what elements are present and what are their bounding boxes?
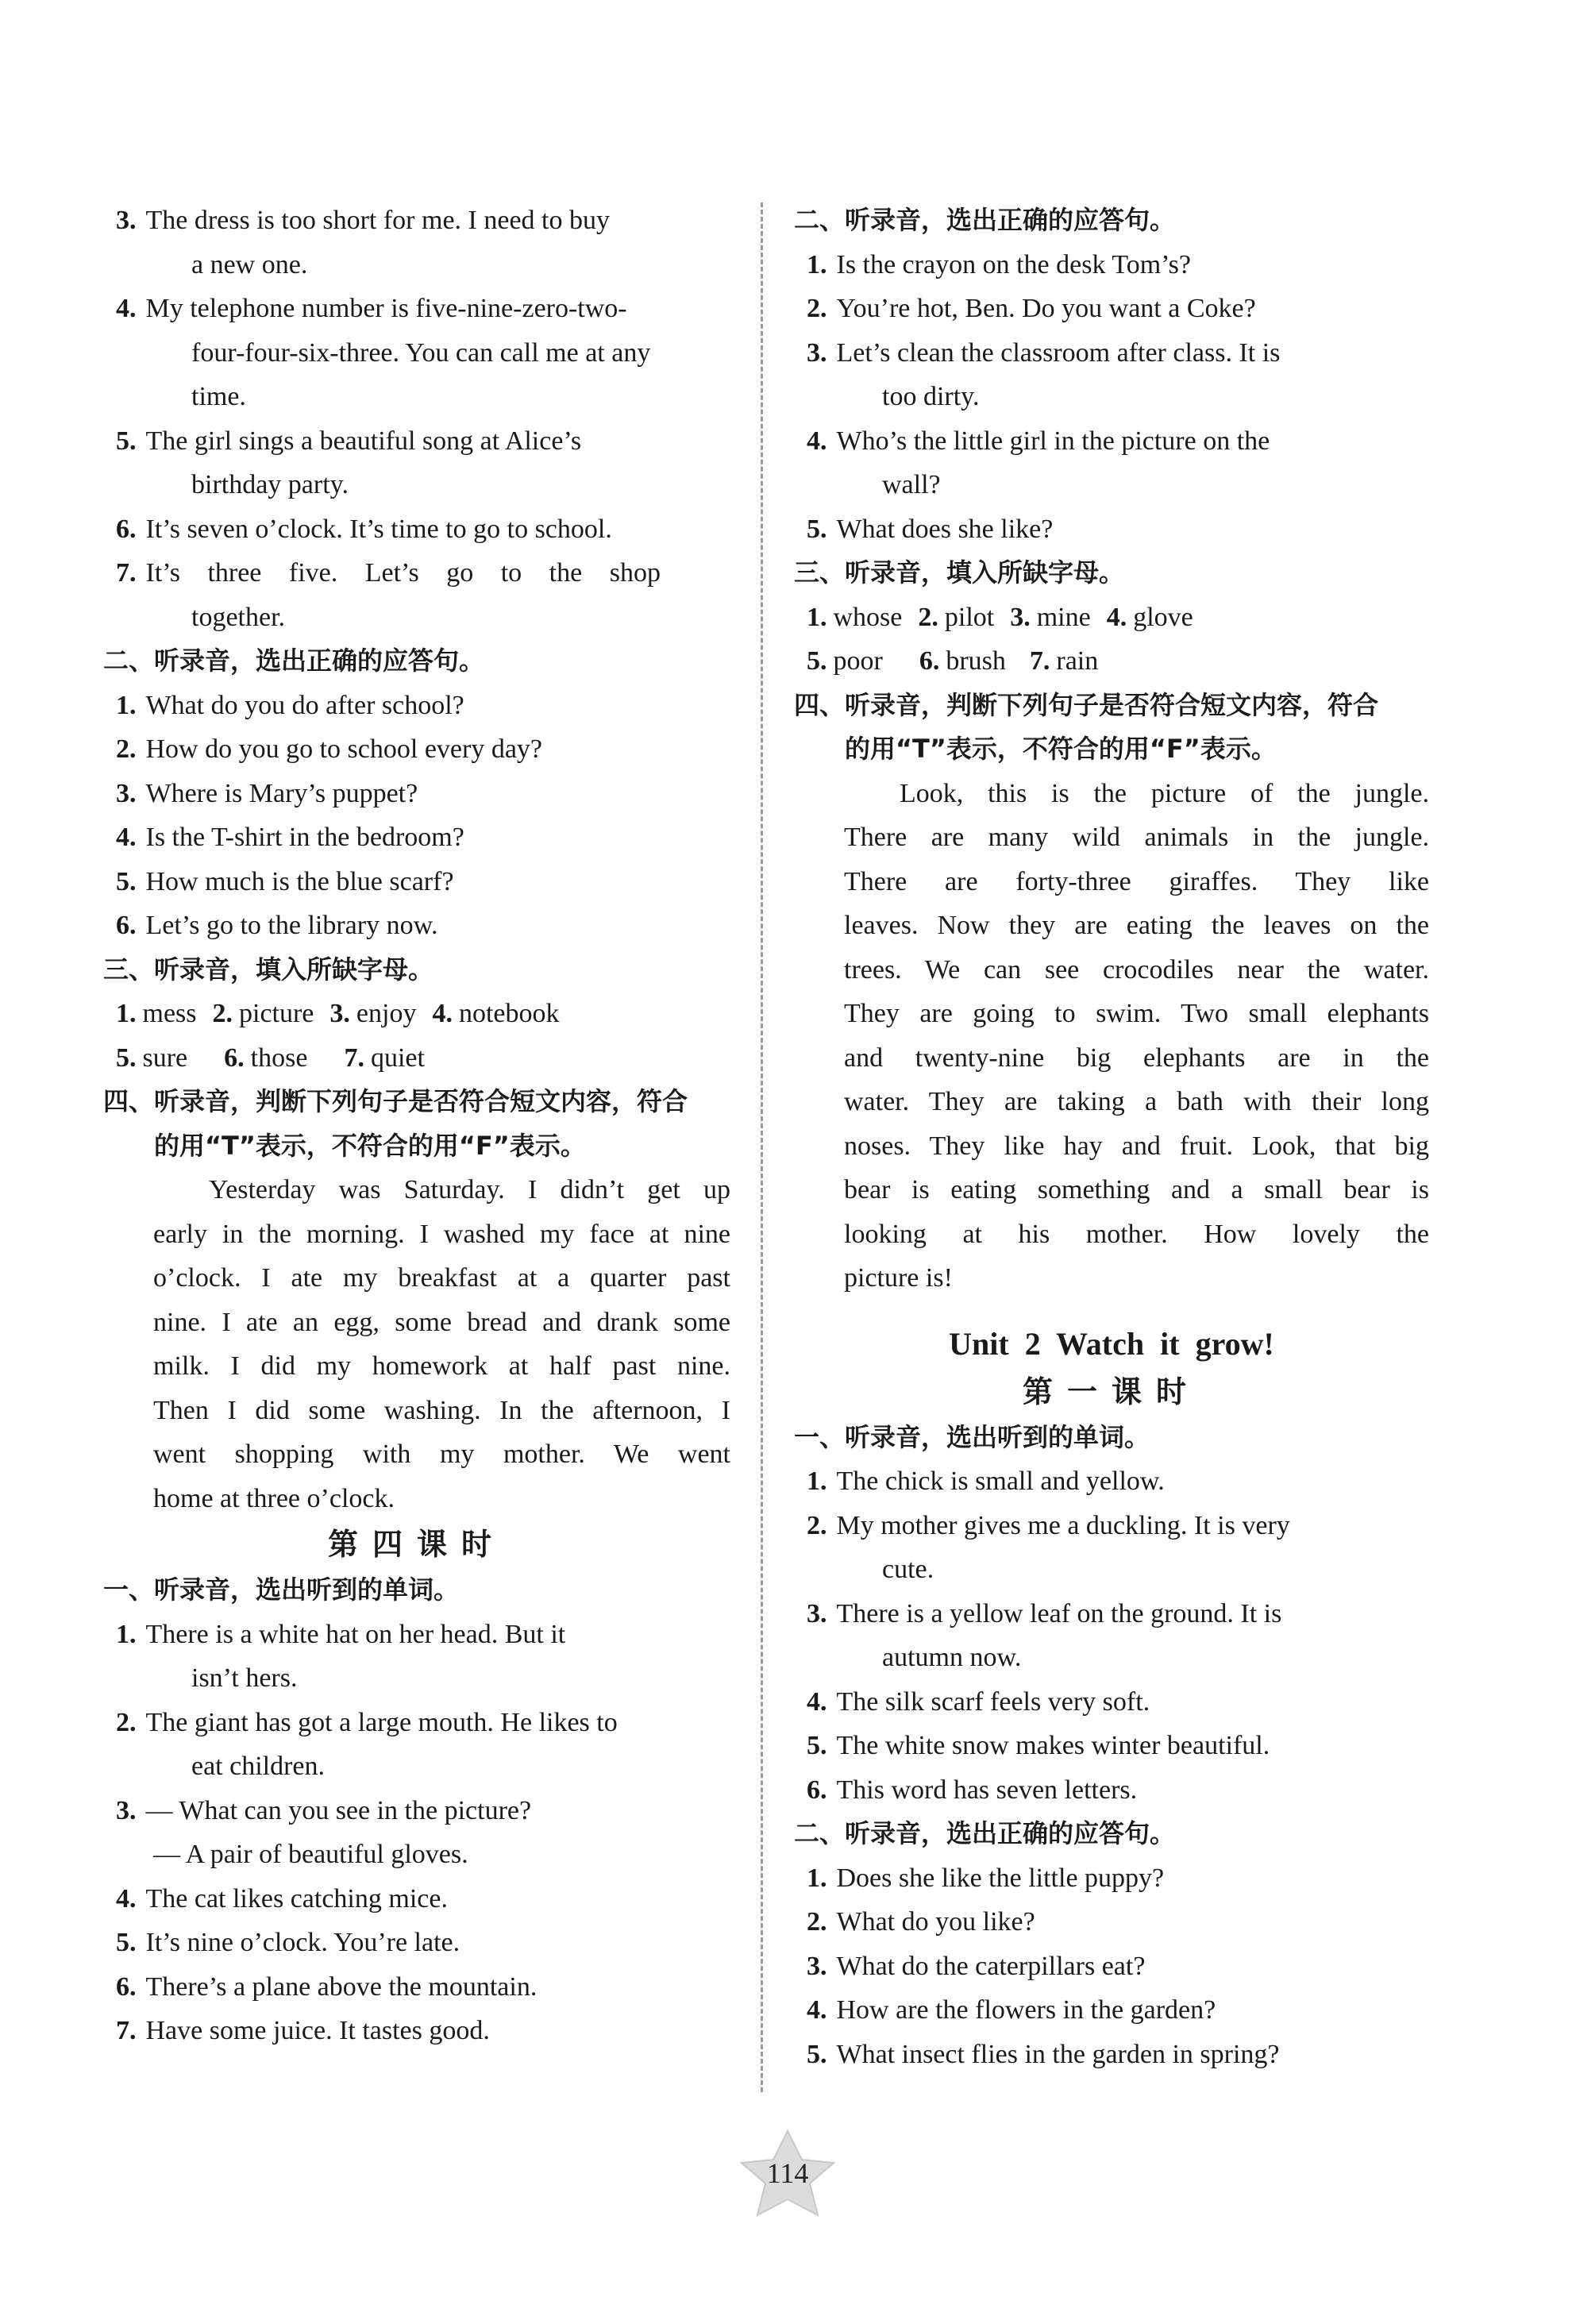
passage-line: bear is eating something and a small bear is [844,1175,1429,1204]
list-item: 5. What does she like? [807,514,1054,544]
unit2-section1-list [794,1459,1429,1812]
list-item: 5. What insect flies in the garden in spring? [807,2039,1280,2069]
list-item: 3. — What can you see in the picture? [116,1795,532,1825]
lesson-title: 第一课时 [1022,1374,1200,1409]
passage-line: water. They are taking a bath with their long [844,1087,1429,1116]
word-item: 7. quiet [344,1043,425,1073]
word-item: 2. picture [212,999,314,1028]
list-item-continued: wall? [882,470,941,499]
list-item: 1. Does she like the little puppy? [807,1863,1165,1893]
word-item: 4. notebook [432,999,560,1028]
word-item: 6. those [224,1043,308,1073]
list-item: 7. Have some juice. It tastes good. [116,2016,490,2045]
section-heading: 一、听录音，选出听到的单词。 [103,1574,460,1605]
word-item: 1. whose [807,602,903,632]
word-item: 4. glove [1106,602,1193,632]
lesson-title: 第四课时 [327,1527,506,1562]
list-item: 4. The cat likes catching mice. [116,1883,448,1914]
passage-line: nine. I ate an egg, some bread and drank some [153,1307,730,1337]
list-item: 6. Let’s go to the library now. [116,911,438,940]
list-item: 4. The silk scarf feels very soft. [807,1686,1150,1717]
list-item: 3. There is a yellow leaf on the ground. It is [807,1598,1282,1628]
passage-line: early in the morning. I washed my face at nine [153,1219,730,1249]
list-item: 1. What do you do after school? [116,690,464,720]
list-item: 3. Let’s clean the classroom after class. It is [807,337,1281,368]
word-item: 2. pilot [918,602,995,632]
passage-line: looking at his mother. How lovely the [844,1219,1429,1249]
list-item-continued: together. [191,602,286,632]
list-item: 3. Where is Mary’s puppet? [116,778,418,808]
list-item: 3. What do the caterpillars eat? [807,1951,1146,1981]
list-item-continued: eat children. [191,1752,326,1781]
column-divider [761,202,763,2092]
passage-line: Yesterday was Saturday. I didn’t get up [209,1175,730,1204]
word-item: 5. poor [807,646,883,676]
passage-line: and twenty-nine big elephants are in the [844,1043,1429,1073]
passage-line: milk. I did my homework at half past nine. [153,1351,730,1381]
section-heading: 三、听录音，填入所缺字母。 [103,954,434,985]
list-item-continued: a new one. [191,249,308,279]
list-item: 5. It’s nine o’clock. You’re late. [116,1928,460,1957]
section-heading: 四、听录音，判断下列句子是否符合短文内容，符合 [103,1086,688,1116]
unit2-section2-list [794,1856,1429,2077]
list-item-continued: autumn now. [882,1643,1022,1672]
list-item: 5. How much is the blue scarf? [116,866,454,896]
section-heading-continued: 的用“T”表示，不符合的用“F”表示。 [154,1130,586,1161]
list-item: 4. Who’s the little girl in the picture on the [807,426,1270,456]
list-item: 4. Is the T-shirt in the bedroom? [116,823,464,852]
lesson4-section1-list [103,1613,730,2053]
left-section2-list [103,684,730,948]
list-item: 5. The girl sings a beautiful song at Alice’s [116,426,582,456]
list-item-continued: isn’t hers. [191,1663,298,1693]
section-heading: 二、听录音，选出正确的应答句。 [794,1818,1176,1848]
passage-line: trees. We can see crocodiles near the water. [844,954,1429,985]
passage-line: Then I did some washing. In the afternoon, I [153,1395,730,1425]
section-heading: 二、听录音，选出正确的应答句。 [794,205,1176,235]
list-item: 5. The white snow makes winter beautiful. [807,1731,1270,1760]
list-item: 2. You’re hot, Ben. Do you want a Coke? [807,294,1256,323]
list-item: 7. It’s three five. Let’s go to the shop [116,558,661,588]
section-heading: 二、听录音，选出正确的应答句。 [103,646,485,676]
list-item: 3. The dress is too short for me. I need to buy [116,206,610,235]
word-item: 6. brush [919,646,1006,676]
word-item: 5. sure [116,1043,188,1073]
passage-line: leaves. Now they are eating the leaves on the [844,911,1429,940]
right-column [794,198,1429,2076]
passage-line: noses. They like hay and fruit. Look, that big [844,1131,1429,1161]
list-item: 2. The giant has got a large mouth. He likes to [116,1707,618,1737]
word-row [103,992,730,1036]
word-row [794,595,1429,640]
list-item: 6. There’s a plane above the mountain. [116,1971,538,2002]
passage-line: went shopping with my mother. We went [153,1439,730,1469]
list-item: 2. How do you go to school every day? [116,734,543,764]
word-item: 3. enjoy [329,999,417,1028]
passage-line: picture is! [844,1263,953,1293]
word-item: 3. mine [1010,602,1091,632]
right-section2-list [794,243,1429,552]
list-item-continued: time. [191,382,246,411]
list-item-continued: birthday party. [191,470,349,499]
list-item: 6. This word has seven letters. [807,1775,1138,1805]
section-heading: 四、听录音，判断下列句子是否符合短文内容，符合 [794,689,1379,720]
unit-title: Unit 2 Watch it grow! [949,1325,1274,1362]
list-item: 4. How are the flowers in the garden? [807,1995,1216,2025]
passage-line: There are forty-three giraffes. They like [844,866,1429,896]
list-item: 1. Is the crayon on the desk Tom’s? [807,249,1191,279]
word-row [794,639,1429,684]
left-block1-list [103,198,730,639]
section-heading: 三、听录音，填入所缺字母。 [794,557,1125,588]
word-row [103,1036,730,1081]
word-item: 7. rain [1029,646,1099,676]
list-item-continued: — A pair of beautiful gloves. [153,1840,468,1869]
passage-line: They are going to swim. Two small elephants [844,999,1429,1028]
word-item: 1. mess [116,999,197,1028]
passage-line: home at three o’clock. [153,1483,395,1513]
passage-line: o’clock. I ate my breakfast at a quarter past [153,1263,730,1293]
left-column [103,198,730,2053]
list-item-continued: four-four-six-three. You can call me at any [191,337,651,368]
list-item-continued: cute. [882,1555,934,1584]
list-item: 6. It’s seven o’clock. It’s time to go to school. [116,514,612,544]
list-item-continued: too dirty. [882,382,980,411]
page-number: 114 [766,2157,809,2189]
page-number-badge [708,2128,867,2223]
list-item: 4. My telephone number is five-nine-zero-two- [116,294,627,323]
list-item: 1. The chick is small and yellow. [807,1466,1165,1496]
list-item: 2. What do you like? [807,1907,1035,1937]
passage-line: There are many wild animals in the jungle. [844,823,1429,852]
passage [103,1168,730,1520]
section-heading-continued: 的用“T”表示，不符合的用“F”表示。 [845,734,1277,764]
list-item: 2. My mother gives me a duckling. It is very [807,1510,1290,1540]
list-item: 1. There is a white hat on her head. But it [116,1619,566,1649]
section-heading: 一、听录音，选出听到的单词。 [794,1421,1150,1452]
passage [794,772,1429,1301]
passage-line: Look, this is the picture of the jungle. [900,778,1429,808]
